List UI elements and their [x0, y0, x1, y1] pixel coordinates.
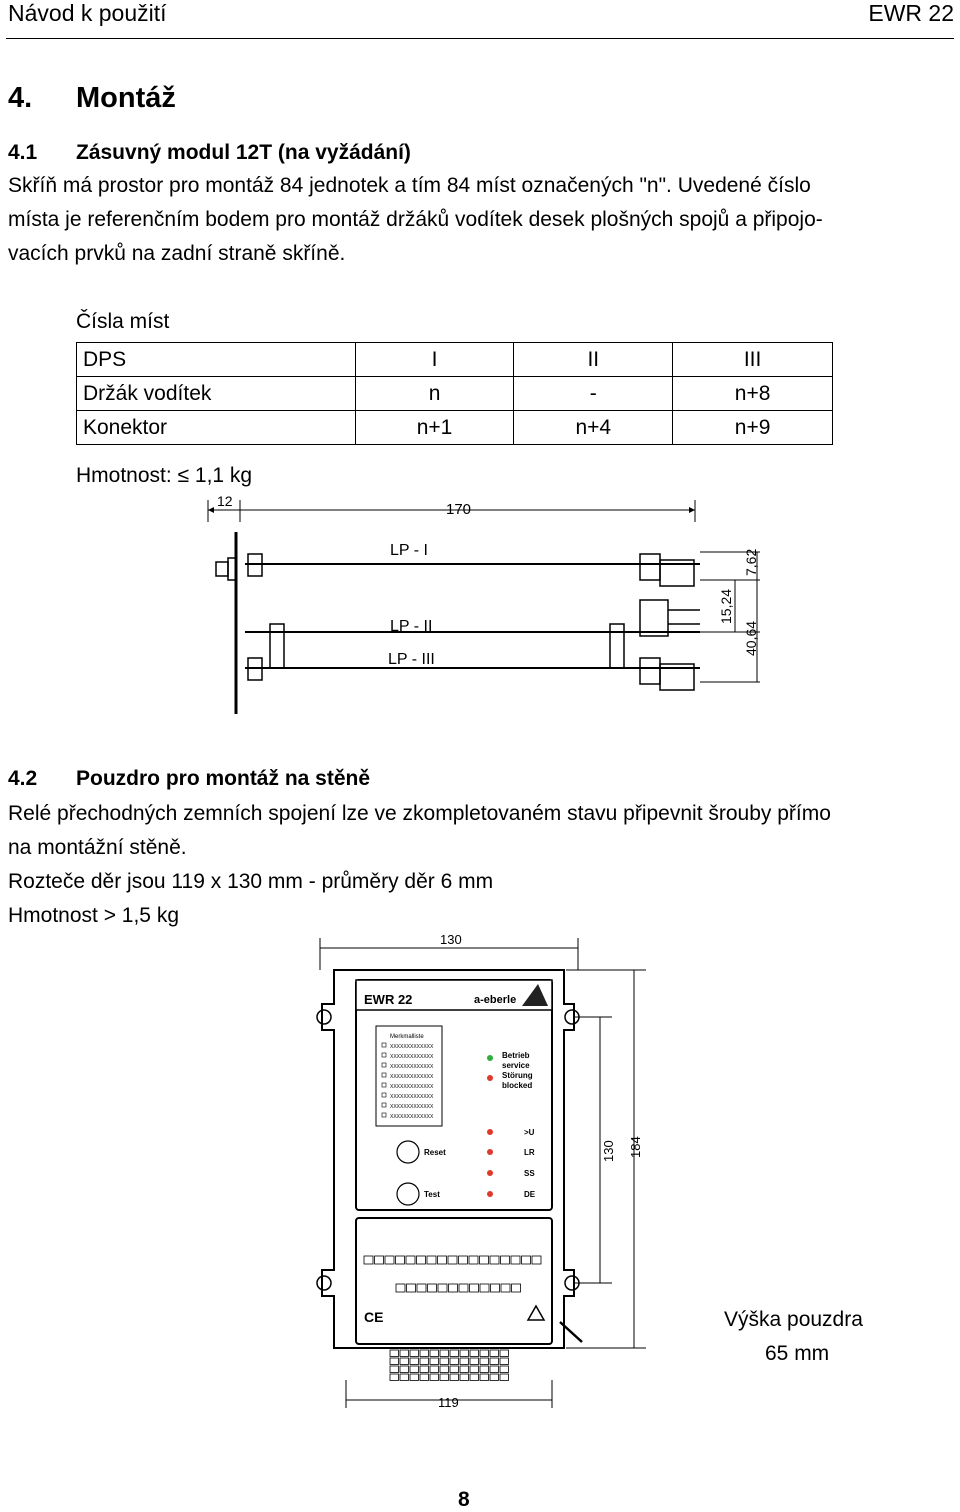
- subsection-42-number: 4.2: [8, 767, 38, 790]
- terminal-block: [390, 1350, 399, 1357]
- warning-triangle-icon: [528, 1306, 544, 1320]
- indicator-label: LR: [524, 1148, 535, 1157]
- terminal-block: [410, 1350, 419, 1357]
- terminal-block: [450, 1358, 459, 1365]
- subsection-41-number: 4.1: [8, 141, 38, 164]
- header-left: Návod k použití: [8, 0, 167, 26]
- led-green-icon: [487, 1055, 493, 1061]
- section-title: Montáž: [76, 82, 176, 114]
- terminal-block: [450, 1350, 459, 1357]
- terminal-slot: [417, 1284, 426, 1292]
- dim-170: 170: [446, 501, 472, 518]
- dim-12: 12: [217, 493, 233, 509]
- feature-checkbox-icon: [382, 1073, 386, 1077]
- terminal-block: [440, 1358, 449, 1365]
- terminal-block: [490, 1374, 499, 1381]
- status-label: service: [502, 1061, 530, 1070]
- table-row: [77, 343, 833, 377]
- led-red-icon: [487, 1129, 493, 1135]
- table-cell: n: [355, 377, 514, 411]
- table-cell: -: [514, 377, 673, 411]
- terminal-block: [420, 1358, 429, 1365]
- terminal-block: [480, 1350, 489, 1357]
- dim-40-64: 40,64: [743, 620, 759, 656]
- terminal-slot: [427, 1256, 436, 1264]
- terminal-slot: [438, 1284, 447, 1292]
- dim-119: 119: [438, 1395, 459, 1410]
- terminal-block: [430, 1358, 439, 1365]
- module-drawing: [0, 492, 960, 732]
- terminal-block: [460, 1374, 469, 1381]
- terminal-slot: [470, 1284, 479, 1292]
- terminal-block: [390, 1374, 399, 1381]
- feature-checkbox-icon: [382, 1103, 386, 1107]
- feature-checkbox-icon: [382, 1083, 386, 1087]
- terminal-slot: [480, 1284, 489, 1292]
- terminal-block: [400, 1374, 409, 1381]
- terminal-slot: [448, 1256, 457, 1264]
- test-button[interactable]: [397, 1183, 419, 1205]
- terminal-slot: [375, 1256, 384, 1264]
- terminal-block: [490, 1358, 499, 1365]
- terminal-block: [500, 1350, 509, 1357]
- terminal-block: [410, 1366, 419, 1373]
- terminal-slot: [428, 1284, 437, 1292]
- terminal-block: [450, 1374, 459, 1381]
- terminal-slot: [459, 1256, 468, 1264]
- terminal-block: [430, 1374, 439, 1381]
- indicator-label: DE: [524, 1190, 536, 1199]
- positions-table: [76, 342, 833, 445]
- table-cell: III: [673, 343, 833, 377]
- terminal-block: [480, 1366, 489, 1373]
- s41-line-1: Skříň má prostor pro montáž 84 jednotek a tím 84 míst označených "n". Uvedené číslo: [8, 174, 811, 197]
- terminal-block: [500, 1358, 509, 1365]
- led-red-icon: [487, 1170, 493, 1176]
- terminal-block: [440, 1350, 449, 1357]
- terminal-block: [400, 1366, 409, 1373]
- terminal-block: [470, 1366, 479, 1373]
- subsection-41-title: Zásuvný modul 12T (na vyžádání): [76, 141, 411, 164]
- s42-line-1: Relé přechodných zemních spojení lze ve zkompletovaném stavu připevnit šrouby přímo: [8, 802, 831, 825]
- s41-line-2: místa je referenčním bodem pro montáž držáků vodítek desek plošných spojů a připojo-: [8, 208, 823, 231]
- s42-line-4: Hmotnost > 1,5 kg: [8, 904, 180, 927]
- terminal-block: [500, 1374, 509, 1381]
- terminal-block: [460, 1366, 469, 1373]
- terminal-slot: [396, 1284, 405, 1292]
- terminal-block: [490, 1350, 499, 1357]
- terminal-slot: [490, 1256, 499, 1264]
- terminal-block: [440, 1374, 449, 1381]
- terminal-block: [430, 1350, 439, 1357]
- terminal-slot: [512, 1284, 521, 1292]
- terminal-block: [490, 1366, 499, 1373]
- dim-15-24: 15,24: [718, 588, 734, 624]
- terminal-slot: [449, 1284, 458, 1292]
- indicator-label: >U: [524, 1128, 535, 1137]
- terminal-slot: [438, 1256, 447, 1264]
- terminal-block: [480, 1358, 489, 1365]
- terminal-block: [450, 1366, 459, 1373]
- terminal-slot: [532, 1256, 541, 1264]
- table-cell: II: [514, 343, 673, 377]
- dim-130-top: 130: [440, 932, 462, 947]
- feature-checkbox-icon: [382, 1063, 386, 1067]
- terminal-slot: [522, 1256, 531, 1264]
- page-number: 8: [458, 1488, 470, 1511]
- led-red-icon: [487, 1149, 493, 1155]
- feature-checkbox-icon: [382, 1113, 386, 1117]
- feature-list-title: Merkmalliste: [390, 1034, 424, 1040]
- led-red-icon: [487, 1191, 493, 1197]
- status-label: Betrieb: [502, 1051, 530, 1060]
- header-right: EWR 22: [868, 0, 954, 26]
- terminal-block: [500, 1366, 509, 1373]
- table-cell: n+9: [673, 411, 833, 445]
- device-name: EWR 22: [364, 992, 413, 1007]
- indicator-label: SS: [524, 1169, 535, 1178]
- terminal-slot: [480, 1256, 489, 1264]
- dim-7-62: 7,62: [743, 548, 759, 576]
- terminal-block: [420, 1366, 429, 1373]
- height-note-value: 65 mm: [765, 1342, 830, 1365]
- table-cell: n+1: [355, 411, 514, 445]
- table-cell: I: [355, 343, 514, 377]
- feature-list-item: XXXXXXXXXXXXX: [390, 1094, 434, 1100]
- table-caption: Čísla míst: [76, 310, 170, 333]
- terminal-block: [470, 1350, 479, 1357]
- dim-130-right: 130: [601, 1140, 616, 1162]
- brand-logo: a-eberle: [474, 994, 517, 1006]
- feature-list-item: XXXXXXXXXXXXX: [390, 1054, 434, 1060]
- feature-list-item: XXXXXXXXXXXXX: [390, 1114, 434, 1120]
- terminal-block: [440, 1366, 449, 1373]
- feature-checkbox-icon: [382, 1093, 386, 1097]
- s41-weight: Hmotnost: ≤ 1,1 kg: [76, 464, 253, 487]
- table-row: [77, 411, 833, 445]
- table-cell: n+4: [514, 411, 673, 445]
- s42-line-3: Rozteče děr jsou 119 x 130 mm - průměry děr 6 mm: [8, 870, 494, 893]
- terminal-block: [430, 1366, 439, 1373]
- terminal-slot: [364, 1256, 373, 1264]
- board-label-2: LP - II: [390, 618, 433, 635]
- section-number: 4.: [8, 82, 33, 114]
- feature-list-item: XXXXXXXXXXXXX: [390, 1104, 434, 1110]
- feature-list-item: XXXXXXXXXXXXX: [390, 1064, 434, 1070]
- feature-checkbox-icon: [382, 1043, 386, 1047]
- terminal-block: [460, 1350, 469, 1357]
- terminal-slot: [407, 1284, 416, 1292]
- board-label-1: LP - I: [390, 542, 428, 559]
- terminal-block: [480, 1374, 489, 1381]
- reset-button-label: Reset: [424, 1148, 446, 1157]
- terminal-block: [410, 1358, 419, 1365]
- terminal-block: [460, 1358, 469, 1365]
- table-cell: Držák vodítek: [77, 377, 356, 411]
- terminal-block: [400, 1358, 409, 1365]
- terminal-slot: [385, 1256, 394, 1264]
- s42-line-2: na montážní stěně.: [8, 836, 187, 859]
- terminal-slot: [511, 1256, 520, 1264]
- height-note-label: Výška pouzdra: [724, 1308, 863, 1331]
- table-cell: Konektor: [77, 411, 356, 445]
- terminal-block: [400, 1350, 409, 1357]
- terminal-slot: [406, 1256, 415, 1264]
- table-row: [77, 377, 833, 411]
- terminal-block: [470, 1374, 479, 1381]
- feature-list-item: XXXXXXXXXXXXX: [390, 1084, 434, 1090]
- reset-button[interactable]: [397, 1141, 419, 1163]
- s41-line-3: vacích prvků na zadní straně skříně.: [8, 242, 346, 265]
- terminal-block: [420, 1374, 429, 1381]
- test-button-label: Test: [424, 1190, 440, 1199]
- ce-mark: CE: [364, 1309, 384, 1325]
- status-label: Störung: [502, 1071, 533, 1080]
- terminal-block: [410, 1374, 419, 1381]
- terminal-slot: [501, 1256, 510, 1264]
- terminal-block: [420, 1350, 429, 1357]
- board-label-3: LP - III: [388, 651, 435, 668]
- terminal-block: [390, 1366, 399, 1373]
- terminal-slot: [396, 1256, 405, 1264]
- feature-checkbox-icon: [382, 1053, 386, 1057]
- terminal-slot: [491, 1284, 500, 1292]
- led-red-icon: [487, 1075, 493, 1081]
- terminal-slot: [469, 1256, 478, 1264]
- terminal-slot: [501, 1284, 510, 1292]
- terminal-slot: [417, 1256, 426, 1264]
- terminal-block: [470, 1358, 479, 1365]
- subsection-42-title: Pouzdro pro montáž na stěně: [76, 767, 371, 790]
- terminal-slot: [459, 1284, 468, 1292]
- header-rule: [6, 38, 954, 39]
- table-cell: DPS: [77, 343, 356, 377]
- terminal-block: [390, 1358, 399, 1365]
- feature-list-item: XXXXXXXXXXXXX: [390, 1074, 434, 1080]
- feature-list-item: XXXXXXXXXXXXX: [390, 1044, 434, 1050]
- status-label: blocked: [502, 1081, 533, 1090]
- table-cell: n+8: [673, 377, 833, 411]
- dim-184: 184: [628, 1136, 643, 1158]
